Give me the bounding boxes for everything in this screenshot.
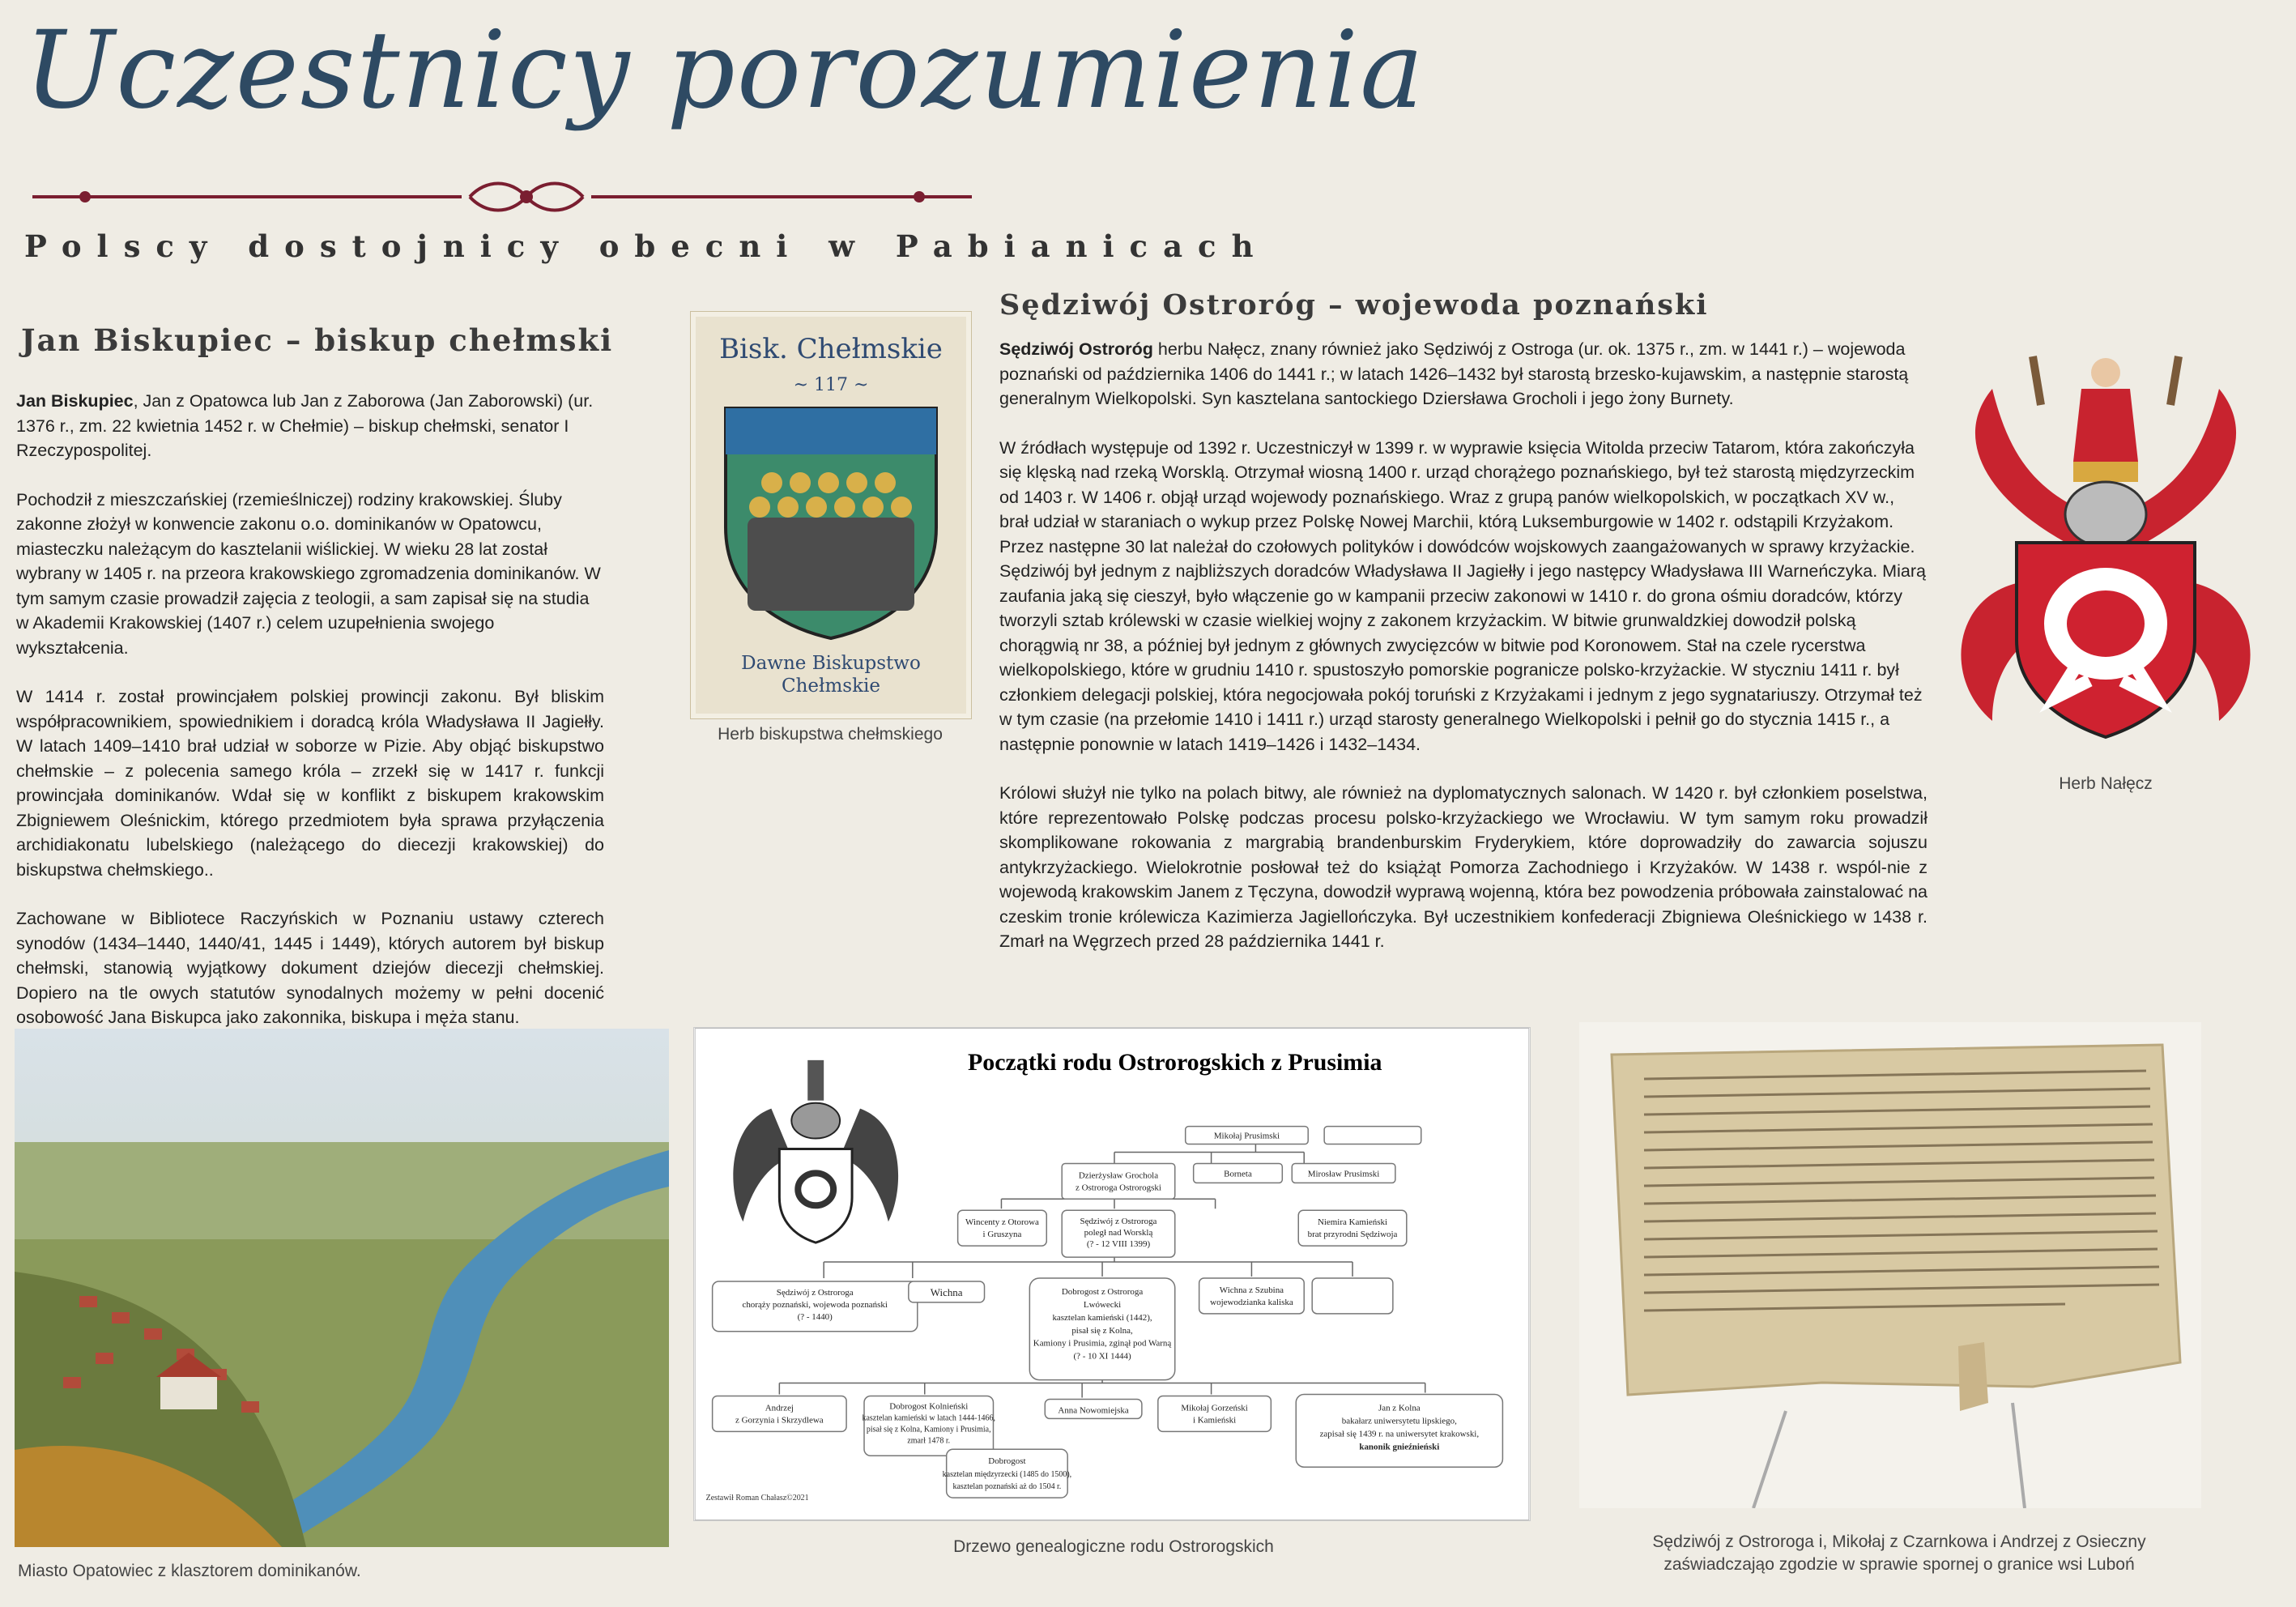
section-heading-biskupiec: Jan Biskupiec – biskup chełmski	[21, 322, 614, 358]
tree-node-text: kanonik gnieźnieński	[1359, 1442, 1440, 1452]
tree-node-text: poległ nad Worsklą	[1084, 1228, 1153, 1238]
chelm-stamp-image	[690, 311, 972, 719]
document-caption-line: Sędziwój z Ostroroga i, Mikołaj z Czarnkowa i Andrzej z Osieczny	[1652, 1532, 2146, 1551]
tree-node-text: wojewodzianka kaliska	[1210, 1297, 1293, 1307]
tree-credit: Zestawił Roman Chałasz©2021	[705, 1494, 809, 1503]
tree-node-text: Sędziwój z Ostroroga	[776, 1287, 854, 1298]
biskupiec-name: Jan Biskupiec	[16, 391, 134, 411]
tree-node-text: pisał się z Kolna,	[1071, 1325, 1133, 1336]
tree-node-text: Jan z Kolna	[1378, 1403, 1421, 1413]
ostrorog-paragraph: Królowi służył nie tylko na polach bitwy, ale również na dyplomatycznych salonach. W 1420 r. był członkiem poselstwa, które reprezentowało Polskę podczas procesu polsko-krzyżackiego we Wrocławiu. W tym samym roku prowadził skomplikowane rokowania z margrabią brandenburskim Fryderykiem, które doprowadziły do zawarcia sojuszu antykrzyżackiego. Wielokrotnie posłował też do książąt Pomorza Zachodniego i Krzyżaków. W 1438 r. wspól-nie z wojewodą krakowskim Janem z Tęczyna, dowodził wyprawą wojenną, która bez powodzenia próbowała zainstalować na czeskim tronie królewicza Kazimierza Jagiellończyka. Był uczestnikiem konfederacji Zbigniewa Oleśnickiego w 1438 r. Zmarł na Węgrzech przed 28 października 1441 r.	[999, 783, 1928, 951]
ostrorog-paragraph: W źródłach występuje od 1392 r. Uczestniczył w 1399 r. w wyprawie księcia Witolda przeciw Tatarom, która zakończyła się klęską nad rzeką Worsklą. Otrzymał wiosną 1400 r. urząd chorążego poznańskiego, był też starostą międzyrzeckim od 1403 r. W 1406 r. objął urząd wojewody poznańskiego. Wraz z grupą panów wielkopolskich, w początkach XV w., brał udział w staraniach o wykup przez Polskę Nowej Marchii, którą Luksemburgowie w 1402 r. odstąpili Krzyżakom. Przez następne 30 lat należał do czołowych polityków i dowódców wojskowych zaangażowanych w sprawy krzyżackie. Sędziwój był jednym z najbliższych doradców Władysława II Jagiełły i jego następcy Władysława III Warneńczyka. Miarą zaufania jaką się cieszył, było włączenie go w kampanii przeciw zakonowi w 1410 r. do grona ośmiu doradców, którzy tworzyli sztab królewski w czasie wielkiej wojny z zakonem krzyżackim. W bitwie grunwaldzkiej dowodził polską chorągwią nr 38, a później był jednym z głównych zwycięzców w bitwie pod Koronowem. Stał na czele rycerstwa wielkopolskiego, które w grudniu 1410 r. spustoszyło pomorskie pogranicze polsko-krzyżackie. W styczniu 1411 r. był członkiem delegacji polskiej, która negocjowała pokój toruński z Krzyżakami i jednym z jego sygnatariuszy. Otrzymał też w tym czasie (na przełomie 1410 i 1411 r.) urząd starosty generalnego Wielkopolski i pełnił go do stycznia 1415 r., a następnie ponownie w latach 1419–1426 i 1432–1434.	[999, 437, 1926, 754]
page-title: Uczestnicy porozumienia	[24, 8, 1425, 133]
tree-node-text: Mikołaj Gorzeński	[1181, 1403, 1248, 1413]
tree-node-text: kasztelan międzyrzecki (1485 do 1500),	[942, 1470, 1072, 1480]
tree-node-text: Andrzej	[765, 1403, 794, 1413]
stamp-bottom-text	[691, 652, 971, 697]
tree-node-text: zapisał się 1439 r. na uniwersytet krakowski,	[1319, 1429, 1480, 1439]
tree-node-text: kasztelan kamieński w latach 1444-1466,	[862, 1413, 995, 1423]
ostrorog-name: Sędziwój Ostroróg	[999, 339, 1153, 359]
tree-node-text: brat przyrodni Sędziwoja	[1307, 1230, 1398, 1240]
tree-node-text: z Ostroroga Ostrorogski	[1076, 1183, 1161, 1193]
document-caption	[1555, 1531, 2243, 1576]
tree-node-text: zmarł 1478 r.	[907, 1436, 951, 1446]
nalecz-coat-of-arms	[1936, 340, 2276, 761]
stamp-number: ~ 117 ~	[793, 375, 869, 395]
tree-node-text: Sędziwój z Ostroroga	[1080, 1217, 1157, 1227]
page-subtitle: Polscy dostojnicy obecni w Pabianicach	[24, 228, 1269, 264]
stamp-caption: Herb biskupstwa chełmskiego	[718, 725, 943, 744]
tree-node-text: Wichna	[930, 1285, 963, 1298]
ornament-divider	[32, 174, 1004, 220]
tree-node-text: Anna Nowomiejska	[1058, 1405, 1129, 1416]
tree-node-text: (? - 1440)	[797, 1311, 833, 1322]
tree-node-text: bakałarz uniwersytetu lipskiego,	[1341, 1416, 1457, 1426]
herb-caption: Herb Nałęcz	[2059, 774, 2153, 793]
tree-node-text: Mikołaj Prusimski	[1213, 1131, 1280, 1141]
tree-node-text: Dobrogost z Ostroroga	[1061, 1286, 1144, 1297]
tree-node-text: i Gruszyna	[982, 1230, 1022, 1240]
tree-node-text: pisał się z Kolna, Kamiony i Prusimia,	[866, 1425, 991, 1434]
tree-caption: Drzewo genealogiczne rodu Ostrorogskich	[953, 1537, 1274, 1556]
tree-node-text: Mirosław Prusimski	[1307, 1169, 1380, 1179]
tree-node-text: z Gorzynia i Skrzydlewa	[735, 1415, 824, 1426]
tree-title: Początki rodu Ostrorogskich z Prusimia	[968, 1048, 1382, 1076]
tree-node-text: kasztelan poznański aż do 1504 r.	[952, 1482, 1062, 1492]
biskupiec-intro: , Jan z Opatowca lub Jan z Zaborowa (Jan Zaborowski) (ur. 1376 r., zm. 22 kwietnia 1452 r. w Chełmie) – biskup chełmski, senator I Rzeczypospolitej.	[16, 391, 594, 460]
tree-node-text: chorąży poznański, wojewoda poznański	[742, 1299, 888, 1310]
biskupiec-paragraph: W 1414 r. został prowincjałem polskiej prowincji zakonu. Był bliskim współpracownikiem, spowiednikiem i doradcą króla Władysława II Jagiełły. W latach 1409–1410 brał udział w soborze w Pizie. Aby objąć biskupstwo chełmskie – z polecenia samego króla – zrzekł się w 1417 r. funkcji prowincjała dominikanów. Wdał się w konflikt z biskupem krakowskim Zbigniewem Oleśnickim, którego przedmiotem była sprawa przyłączenia archidiakonatu lubelskiego (należącego do diecezji krakowskiej) do biskupstwa chełmskiego..	[16, 687, 604, 880]
stamp-top-text: Bisk. Chełmskie	[719, 333, 943, 365]
genealogy-tree	[693, 1027, 1531, 1521]
tree-node-text: Borneta	[1224, 1169, 1252, 1179]
tree-node-text: Niemira Kamieński	[1317, 1217, 1388, 1228]
tree-node-text: kasztelan kamieński (1442),	[1052, 1312, 1152, 1323]
tree-node-text: Wincenty z Otorowa	[965, 1217, 1039, 1228]
tree-node-text: i Kamieński	[1192, 1415, 1237, 1426]
tree-node-text: Lwówecki	[1083, 1299, 1122, 1310]
stamp-bottom-line: Chełmskie	[782, 676, 880, 697]
ostrorog-text	[999, 337, 1928, 978]
section-heading-ostrorog: Sędziwój Ostroróg – wojewoda poznański	[999, 288, 1709, 322]
ostrorog-paragraph	[999, 337, 1928, 411]
bishopric-shield	[723, 406, 939, 641]
tree-node-text: Dzierżysław Grochola	[1078, 1170, 1159, 1181]
tree-node-text: (? - 10 XI 1444)	[1073, 1351, 1131, 1362]
tree-node-text: Dobrogost Kolnieński	[889, 1401, 969, 1412]
tree-node-text: Wichna z Szubina	[1219, 1285, 1284, 1295]
biskupiec-paragraph: Pochodził z mieszczańskiej (rzemieślniczej) rodziny krakowskiej. Śluby zakonne złożył w konwencie zakonu o.o. dominikanów w Opatowcu, miasteczku należącym do kasztelanii wiślickiej. W wieku 28 lat został wybrany w 1405 r. na przeora krakowskiego zgromadzenia dominikanów. W tym samym czasie prowadził zajęcia z teologii, a sam zapisał się na studia w Akademii Krakowskiej (1407 r.) celem uzupełnienia swojego wykształcenia.	[16, 489, 601, 658]
document-caption-line: zaświadczająo zgodzie w sprawie spornej o granice wsi Luboń	[1663, 1555, 2135, 1574]
biskupiec-paragraph: Zachowane w Bibliotece Raczyńskich w Poznaniu ustawy czterech synodów (1434–1440, 1440/41, 1445 i 1449), których autorem był biskup chełmski, stanowią wyjątkowy dokument dziejów diecezji chełmskiej. Dopiero na tle owych statutów synodalnych możemy w pełni docenić osobowość Jana Biskupca jako zakonnika, biskupa i męża stanu.	[16, 909, 604, 1027]
photo-caption: Miasto Opatowiec z klasztorem dominikanów.	[18, 1562, 361, 1580]
tree-node-text: (? - 12 VIII 1399)	[1086, 1239, 1151, 1250]
stamp-bottom-line: Dawne Biskupstwo	[741, 653, 921, 674]
tree-node-text: Dobrogost	[988, 1456, 1026, 1467]
medieval-document-photo	[1579, 1022, 2201, 1508]
ostrorog-intro: herbu Nałęcz, znany również jako Sędziwój z Ostroga (ur. ok. 1375 r., zm. w 1441 r.) – wojewoda poznański od października 1406 do 1441 r.; w latach 1426–1432 był starostą brzesko-kujawskim, a następnie starostą generalnym Wielkopolski. Syn kasztelana santockiego Dziersława Grocholi i jego żony Burnety.	[999, 339, 1909, 408]
biskupiec-text	[16, 389, 604, 1055]
biskupiec-paragraph	[16, 389, 604, 463]
opatowiec-aerial-photo	[15, 1029, 669, 1547]
tree-node-text: Kamiony i Prusimia, zginął pod Warną	[1033, 1338, 1172, 1349]
